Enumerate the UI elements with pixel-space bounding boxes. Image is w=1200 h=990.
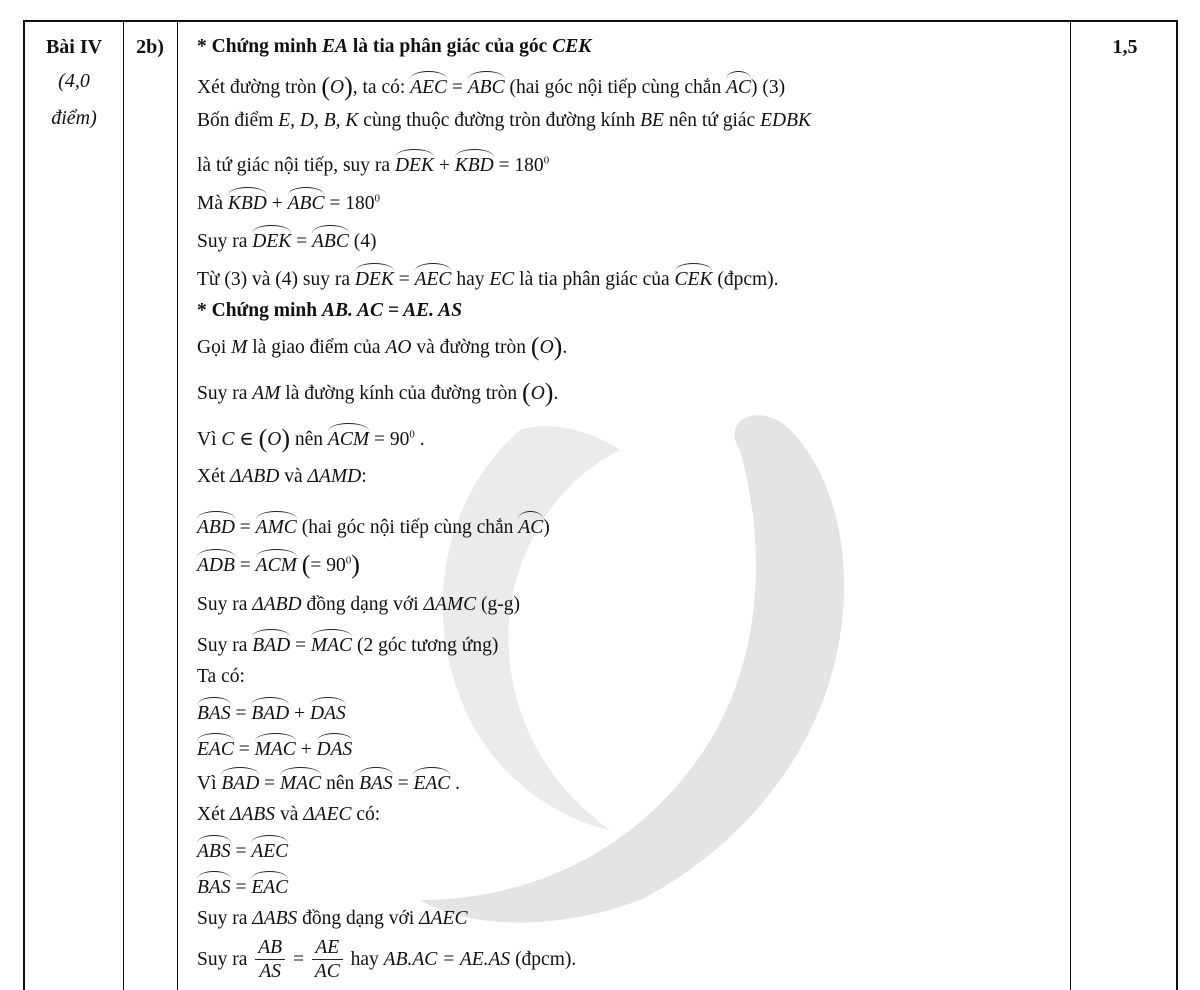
part2-title: * Chứng minh AB. AC = AE. AS bbox=[197, 300, 463, 321]
part2-line14: ABS = AEC bbox=[197, 836, 288, 863]
part2-line11: EAC = MAC + DAS bbox=[197, 734, 352, 761]
column-divider bbox=[123, 22, 124, 990]
score-value: 1,5 bbox=[1112, 36, 1138, 58]
question-points bbox=[25, 63, 123, 137]
part2-line1: Gọi M là giao điểm của AO và đường tròn (O). bbox=[197, 332, 568, 361]
subpart-label: 2b) bbox=[136, 36, 164, 58]
answer-table bbox=[23, 20, 1178, 990]
part1-line5: Suy ra DEK = ABC (4) bbox=[197, 226, 376, 253]
column-divider bbox=[1070, 22, 1071, 990]
part1-line3: là tứ giác nội tiếp, suy ra DEK + KBD = $180^0$ bbox=[197, 150, 549, 177]
points-line2: điểm) bbox=[51, 107, 97, 129]
column-divider bbox=[177, 22, 178, 990]
part2-line3: Vì C ∈ (O) nên ACM = $90^0$ . bbox=[197, 424, 425, 453]
part2-line8: Suy ra BAD = MAC (2 góc tương ứng) bbox=[197, 630, 498, 657]
part1-line4: Mà KBD + ABC = $180^0$ bbox=[197, 188, 380, 215]
part2-line9: Ta có: bbox=[197, 666, 245, 687]
part2-line2: Suy ra AM là đường kính của đường tròn (O). bbox=[197, 378, 559, 407]
fraction-ab-as: $\frac{AB}{AS}$ bbox=[255, 936, 285, 984]
part2-line4: Xét ΔABD và ΔAMD: bbox=[197, 466, 367, 487]
part1-line6: Từ (3) và (4) suy ra DEK = AEC hay EC là tia phân giác của CEK (đpcm). bbox=[197, 264, 779, 291]
part2-line17: Suy ra $\frac{AB}{AS}$ = $\frac{AE}{AC}$ hay AB.AC = AE.AS (đpcm). bbox=[197, 937, 577, 983]
part2-line10: BAS = BAD + DAS bbox=[197, 698, 346, 725]
part2-line13: Xét ΔABS và ΔAEC có: bbox=[197, 804, 381, 825]
part2-line15: BAS = EAC bbox=[197, 872, 288, 899]
question-column bbox=[25, 22, 123, 137]
points-line1: (4,0 bbox=[58, 70, 90, 92]
part2-line5: ABD = AMC (hai góc nội tiếp cùng chắn AC) bbox=[197, 512, 550, 539]
question-number: Bài IV bbox=[45, 36, 103, 58]
score-column bbox=[1070, 22, 1180, 59]
part2-line16: Suy ra ΔABS đồng dạng với ΔAEC bbox=[197, 908, 468, 929]
part2-line6: ADB = ACM (= $90^0$) bbox=[197, 550, 360, 579]
subpart-column bbox=[123, 22, 177, 59]
fraction-ae-ac: $\frac{AE}{AC}$ bbox=[312, 936, 343, 984]
part2-line7: Suy ra ΔABD đồng dạng với ΔAMC (g-g) bbox=[197, 594, 520, 615]
part1-line2: Bốn điểm E, D, B, K cùng thuộc đường tròn đường kính BE nên tứ giác EDBK bbox=[197, 110, 811, 131]
part2-line12: Vì BAD = MAC nên BAS = EAC . bbox=[197, 768, 460, 795]
part1-title: * Chứng minh EA là tia phân giác của góc CEK bbox=[197, 36, 592, 57]
part1-line1: Xét đường tròn (O), ta có: AEC = ABC (hai góc nội tiếp cùng chắn AC) (3) bbox=[197, 72, 786, 101]
